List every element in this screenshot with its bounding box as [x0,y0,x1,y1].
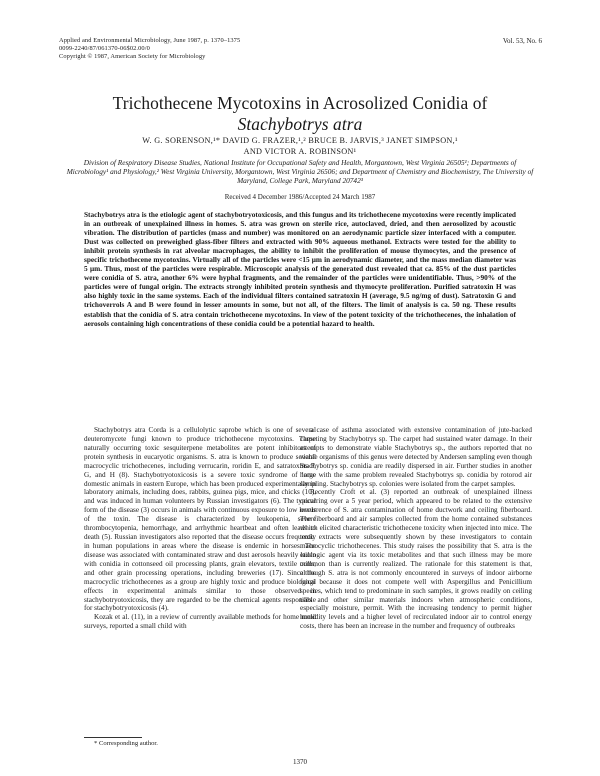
authors-line-1: W. G. SORENSON,¹* DAVID G. FRAZER,¹,² BRUCE B. JARVIS,³ JANET SIMPSON,¹ [142,136,458,145]
copyright: Copyright © 1987, American Society for Microbiology [59,53,206,61]
received-dates: Received 4 December 1986/Accepted 24 March 1987 [224,193,376,201]
footnote-divider [84,737,142,738]
issn: 0099-2240/87/061370-06$02.00/0 [59,45,150,53]
affiliations: Division of Respiratory Disease Studies, National Institute for Occupational Safety and Health, Morgantown, West Virginia 26505¹; Departments of Microbiology¹ and Physiology,² West Virginia University, Morgantown, West Virginia 26506; and Department of Chemistry and Biochemistry, The University of Maryland, College Park, Maryland 20742³ [66,158,534,186]
page-number: 1370 [293,758,307,766]
body-column-right [300,426,532,631]
authors-line-2: AND VICTOR A. ROBINSON¹ [243,147,357,156]
author-list [50,135,550,157]
journal-header [59,37,389,62]
paragraph: Kozak et al. (11), in a review of currently available methods for home mold surveys, reported a small child with [84,613,316,631]
paragraph: Stachybotrys atra Corda is a cellulolytic saprobe which is one of several deuteromycete fungi known to produce trichothecene mycotoxins. These naturally occurring toxic sesquiterpene metabolites are potent inhibitors of protein synthesis in eucaryotic organisms. S. atra is known to produce several macrocyclic trichothecenes, including verrucarin, roridin E, and satratoxins F, G, and H (8). Stachybotryotoxicosis is a severe toxic syndrome of large domestic animals in eastern Europe, which has been produced experimentally in laboratory animals, including does, rabbits, guinea pigs, mice, and chicks (10), and was induced in human volunteers by Russian investigators (6). The typical form of the disease (3) occurs in animals with continuous exposure to low levels of the toxin. The disease is characterized by leukopenia, severe thrombocytopenia, hemorrhage, and arrhythmic heartbeat and often leads to death (5). Russian investigators also reported that the disease occurs frequently in human populations in areas where the disease is endemic in horses. The disease was associated with contaminated straw and dust aerosols heavily laden with conidia in cottonseed oil processing plants, grain elevators, textile mills, and other grain processing operations, including breweries (17). Since the macrocyclic trichothecenes as a group are highly toxic and produce biological effects in experimental animals similar to those observed in stachybotryotoxicosis, they are regarded to be the chemical agents responsible for stachybotryotoxicosis (4). [84,426,316,613]
abstract: Stachybotrys atra is the etiologic agent of stachybotryotoxicosis, and this fungus and its trichothecene mycotoxins were recently implicated in an outbreak of unexplained illness in homes. S. atra was grown on sterile rice, autoclaved, dried, and then aerosolized by acoustic vibration. The distribution of particles (mass and number) was monitored on an aerodynamic particle sizer interfaced with a computer. Dust was collected on preweighed glass-fiber filters and extracted with 90% aqueous methanol. Extracts were tested for the ability to inhibit protein synthesis in rat alveolar macrophages, the ability to inhibit the proliferation of mouse thymocytes, and the presence of specific trichothecene mycotoxins. Virtually all of the particles were <15 μm in aerodynamic diameter, and the mass median diameter was 5 μm. Thus, most of the particles were respirable. Microscopic analysis of the generated dust revealed that ca. 85% of the dust particles were conidia of S. atra, another 6% were hyphal fragments, and the remainder of the particles were unidentifiable. Thus, >90% of the particles were of fungal origin. The extracts strongly inhibited protein synthesis and thymocyte proliferation. Purified satratoxin H was also highly toxic in the same systems. Each of the individual filters contained satratoxin H (average, 9.5 ng/mg of dust). Satratoxin G and trichoverrols A and B were found in lesser amounts in some, but not all, of the filters. The limit of analysis is ca. 50 ng. These results establish that the conidia of S. atra contain trichothecene mycotoxins. In view of the potent toxicity of the trichothecenes, the inhalation of aerosols containing high concentrations of these conidia could be a potential hazard to health. [84,210,516,328]
title-line-1: Trichothecene Mycotoxins in Acrosolized Conidia of [112,93,488,113]
paragraph: Recently Croft et al. (3) reported an outbreak of unexplained illness occurring over a 5 year period, which appeared to be related to the extensive occurrence of S. atra contamination of home ductwork and ceiling fiberboard. The fiberboard and air samples collected from the home contained substances which elicited characteristic trichothecene toxicity when injected into mice. The toxic extracts were subsequently shown by these investigators to contain macrocyclic trichothecenes. This study raises the possibility that S. atra is the etiologic agent via its toxic metabolites and that such illness may be more common than is currently realized. The rationale for this statement is that, although S. atra is not commonly encountered in surveys of indoor airborne fungi because it does not compete well with Aspergillus and Penicillium species, which tend to predominate in such samples, it grows readily on ceiling tiles and other similar materials indoors when atmospheric conditions, especially moisture, permit. With the increasing tendency to permit higher humidity levels and a higher level of recirculated indoor air to control energy costs, there has been an increase in the number and frequency of outbreaks [300,488,532,631]
footnote: * Corresponding author. [94,740,158,747]
journal-citation: Applied and Environmental Microbiology, June 1987, p. 1370–1375 [59,37,241,44]
paragraph: a case of asthma associated with extensive contamination of jute-backed carpeting by Stachybotrys sp. The carpet had sustained water damage. In their attempts to demonstrate viable Stachybotrys sp., the authors reported that no viable organisms of this genus were detected by Andersen sampling even though Stachybotrys sp. conidia are readily dispersed in air. Further studies in another home with the same problem revealed Stachybotrys sp. conidia by rotorod air sampling. Stachybotrys sp. colonies were isolated from the carpet samples. [300,426,533,488]
title-line-2: Stachybotrys atra [237,114,363,134]
volume-label: Vol. 53, No. 6 [502,37,542,45]
body-column-left [84,426,316,631]
article-title [40,93,560,135]
